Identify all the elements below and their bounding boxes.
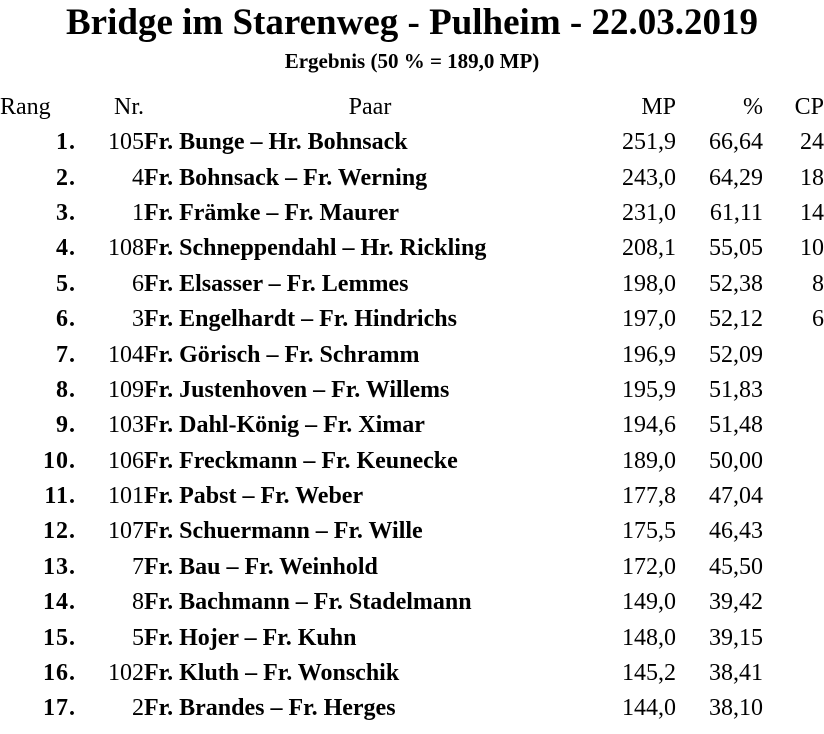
club-points-cell [763, 656, 824, 691]
pair-number-cell: 108 [108, 235, 144, 262]
pair-number-cell: 104 [108, 341, 144, 368]
table-row [0, 196, 824, 231]
percent-cell: 39,42 [709, 589, 763, 616]
table-row [0, 550, 824, 585]
club-points-cell: 14 [800, 199, 824, 226]
results-table [0, 89, 824, 727]
matchpoints-cell: 175,5 [622, 518, 676, 545]
header-row [0, 89, 824, 125]
table-row [0, 337, 824, 372]
column-header-cp: CP [794, 93, 824, 120]
pair-names-cell: Fr. Kluth – Fr. Wonschik [144, 660, 400, 687]
pair-number-cell: 4 [132, 164, 144, 191]
pair-number-cell: 8 [132, 589, 144, 616]
rank-cell: 1. [56, 129, 76, 156]
pair-names-cell: Fr. Dahl-König – Fr. Ximar [144, 412, 425, 439]
rank-cell: 14. [43, 589, 76, 616]
rank-cell: 4. [56, 235, 76, 262]
table-row [0, 479, 824, 514]
club-points-cell [763, 620, 824, 655]
rank-cell: 2. [56, 164, 76, 191]
pair-number-cell: 6 [132, 270, 144, 297]
rank-cell: 9. [56, 412, 76, 439]
rank-cell: 6. [56, 306, 76, 333]
rank-cell: 11. [44, 483, 76, 510]
column-header-percent: % [743, 93, 763, 120]
table-row [0, 656, 824, 691]
pair-names-cell: Fr. Schneppendahl – Hr. Rickling [144, 235, 487, 262]
pair-names-cell: Fr. Elsasser – Fr. Lemmes [144, 270, 409, 297]
club-points-cell: 24 [800, 129, 824, 156]
pair-number-cell: 101 [108, 483, 144, 510]
table-header [0, 89, 824, 125]
pair-number-cell: 5 [132, 624, 144, 651]
pair-names-cell: Fr. Görisch – Fr. Schramm [144, 341, 420, 368]
pair-names-cell: Fr. Bachmann – Fr. Stadelmann [144, 589, 472, 616]
club-points-cell: 18 [800, 164, 824, 191]
page-title: Bridge im Starenweg - Pulheim - 22.03.2019 [66, 2, 758, 43]
matchpoints-cell: 172,0 [622, 553, 676, 580]
table-row [0, 125, 824, 160]
rank-cell: 13. [43, 553, 76, 580]
table-row [0, 585, 824, 620]
rank-cell: 3. [56, 199, 76, 226]
table-row [0, 231, 824, 266]
pair-number-cell: 106 [108, 447, 144, 474]
club-points-cell [763, 550, 824, 585]
rank-cell: 10. [43, 447, 76, 474]
matchpoints-cell: 189,0 [622, 447, 676, 474]
pair-names-cell: Fr. Justenhoven – Fr. Willems [144, 376, 450, 403]
table-row [0, 408, 824, 443]
club-points-cell [763, 408, 824, 443]
matchpoints-cell: 149,0 [622, 589, 676, 616]
table-row [0, 691, 824, 726]
club-points-cell: 6 [812, 306, 824, 333]
pair-number-cell: 1 [132, 199, 144, 226]
percent-cell: 61,11 [709, 199, 763, 226]
pair-number-cell: 2 [132, 695, 144, 722]
club-points-cell [763, 444, 824, 479]
percent-cell: 66,64 [709, 129, 763, 156]
percent-cell: 45,50 [709, 553, 763, 580]
matchpoints-cell: 144,0 [622, 695, 676, 722]
percent-cell: 52,38 [709, 270, 763, 297]
pair-names-cell: Fr. Hojer – Fr. Kuhn [144, 624, 357, 651]
percent-cell: 64,29 [709, 164, 763, 191]
table-row [0, 302, 824, 337]
percent-cell: 38,10 [709, 695, 763, 722]
pair-number-cell: 109 [108, 376, 144, 403]
pair-names-cell: Fr. Bohnsack – Fr. Werning [144, 164, 428, 191]
matchpoints-cell: 195,9 [622, 376, 676, 403]
percent-cell: 38,41 [709, 660, 763, 687]
pair-names-cell: Fr. Pabst – Fr. Weber [144, 483, 364, 510]
percent-cell: 47,04 [709, 483, 763, 510]
percent-cell: 51,48 [709, 412, 763, 439]
pair-number-cell: 103 [108, 412, 144, 439]
matchpoints-cell: 196,9 [622, 341, 676, 368]
club-points-cell: 10 [800, 235, 824, 262]
percent-cell: 39,15 [709, 624, 763, 651]
pair-number-cell: 105 [108, 129, 144, 156]
matchpoints-cell: 208,1 [622, 235, 676, 262]
pair-names-cell: Fr. Bunge – Hr. Bohnsack [144, 129, 408, 156]
percent-cell: 55,05 [709, 235, 763, 262]
percent-cell: 46,43 [709, 518, 763, 545]
matchpoints-cell: 145,2 [622, 660, 676, 687]
table-row [0, 444, 824, 479]
table-row [0, 373, 824, 408]
rank-cell: 8. [56, 376, 76, 403]
table-row [0, 620, 824, 655]
matchpoints-cell: 177,8 [622, 483, 676, 510]
pair-names-cell: Fr. Främke – Fr. Maurer [144, 199, 400, 226]
pair-names-cell: Fr. Freckmann – Fr. Keunecke [144, 447, 458, 474]
matchpoints-cell: 197,0 [622, 306, 676, 333]
matchpoints-cell: 251,9 [622, 129, 676, 156]
club-points-cell [763, 691, 824, 726]
club-points-cell [763, 337, 824, 372]
rank-cell: 17. [43, 695, 76, 722]
pair-number-cell: 107 [108, 518, 144, 545]
matchpoints-cell: 194,6 [622, 412, 676, 439]
matchpoints-cell: 243,0 [622, 164, 676, 191]
rank-cell: 5. [56, 270, 76, 297]
percent-cell: 52,12 [709, 306, 763, 333]
club-points-cell: 8 [812, 270, 824, 297]
matchpoints-cell: 148,0 [622, 624, 676, 651]
club-points-cell [763, 373, 824, 408]
pair-number-cell: 7 [132, 553, 144, 580]
column-header-rang: Rang [0, 93, 51, 120]
club-points-cell [763, 514, 824, 549]
column-header-mp: MP [641, 93, 676, 120]
matchpoints-cell: 198,0 [622, 270, 676, 297]
column-header-paar: Paar [348, 93, 392, 120]
pair-names-cell: Fr. Bau – Fr. Weinhold [144, 553, 378, 580]
page-subtitle: Ergebnis (50 % = 189,0 MP) [284, 49, 540, 73]
rank-cell: 16. [43, 660, 76, 687]
rank-cell: 7. [56, 341, 76, 368]
club-points-cell [763, 585, 824, 620]
pair-number-cell: 102 [108, 660, 144, 687]
matchpoints-cell: 231,0 [622, 199, 676, 226]
table-body [0, 125, 824, 727]
table-row [0, 160, 824, 195]
percent-cell: 51,83 [709, 376, 763, 403]
club-points-cell [763, 479, 824, 514]
pair-names-cell: Fr. Engelhardt – Fr. Hindrichs [144, 306, 457, 333]
column-header-nr: Nr. [114, 93, 144, 120]
rank-cell: 15. [43, 624, 76, 651]
pair-names-cell: Fr. Brandes – Fr. Herges [144, 695, 396, 722]
rank-cell: 12. [43, 518, 76, 545]
table-row [0, 267, 824, 302]
percent-cell: 50,00 [709, 447, 763, 474]
percent-cell: 52,09 [709, 341, 763, 368]
pair-names-cell: Fr. Schuermann – Fr. Wille [144, 518, 423, 545]
table-row [0, 514, 824, 549]
pair-number-cell: 3 [132, 306, 144, 333]
